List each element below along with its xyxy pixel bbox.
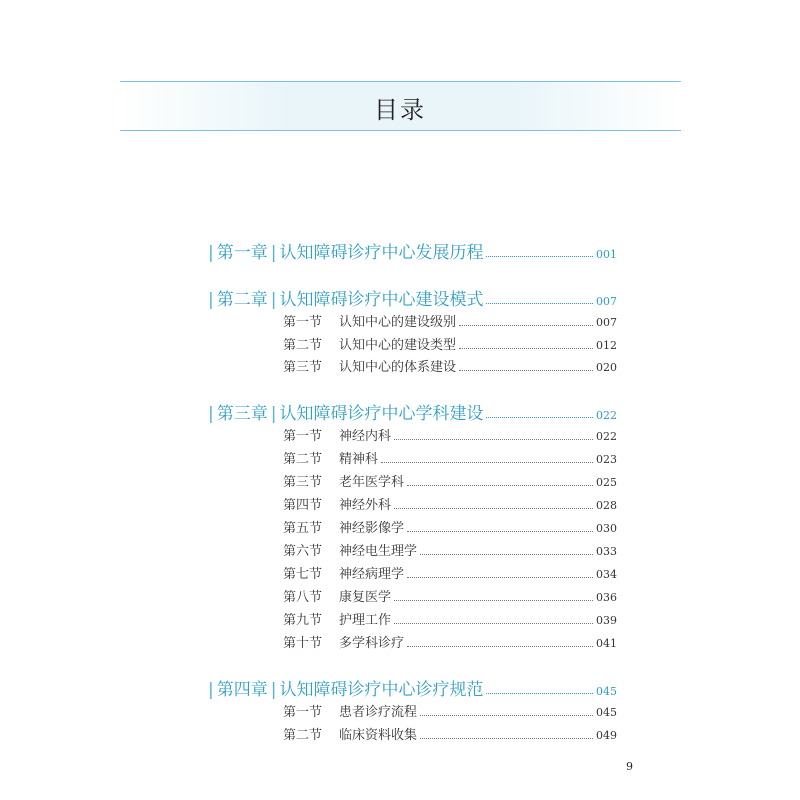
section-page: 049 <box>596 729 617 742</box>
toc-section[interactable] <box>283 586 617 605</box>
section-title: 神经内科 <box>339 429 392 444</box>
chapter-page: 007 <box>596 295 617 308</box>
chapter-bar-left: | <box>208 404 214 424</box>
section-number: 第三节 <box>283 360 323 375</box>
page-number: 9 <box>626 760 633 773</box>
section-number: 第七节 <box>283 567 323 582</box>
section-page: 036 <box>596 591 617 604</box>
chapter-bar-left: | <box>208 243 214 263</box>
dot-leader <box>459 325 593 326</box>
section-title: 多学科诊疗 <box>339 636 405 651</box>
chapter-bar-right: | <box>270 680 277 700</box>
dot-leader <box>486 256 593 257</box>
toc-section[interactable] <box>283 517 617 536</box>
toc-chapter-4[interactable] <box>205 675 617 700</box>
toc-section[interactable] <box>283 609 617 628</box>
toc-section[interactable] <box>283 701 617 720</box>
section-title: 认知中心的建设类型 <box>339 338 457 353</box>
toc-section[interactable] <box>283 494 617 513</box>
section-page: 033 <box>596 545 617 558</box>
toc-chapter-3[interactable] <box>205 399 617 424</box>
section-number: 第二节 <box>283 338 323 353</box>
section-page: 039 <box>596 614 617 627</box>
dot-leader <box>394 623 593 624</box>
section-page: 030 <box>596 522 617 535</box>
dot-leader <box>459 348 593 349</box>
dot-leader <box>394 600 593 601</box>
chapter-page: 022 <box>596 409 617 422</box>
chapter-bar-left: | <box>208 290 214 310</box>
toc-section[interactable] <box>283 471 617 490</box>
section-number: 第二节 <box>283 452 323 467</box>
toc-section[interactable] <box>283 563 617 582</box>
dot-leader <box>420 715 593 716</box>
section-title: 认知中心的体系建设 <box>339 360 457 375</box>
section-title: 护理工作 <box>339 613 392 628</box>
toc-chapter-1[interactable] <box>205 238 617 263</box>
section-title: 神经病理学 <box>339 567 405 582</box>
dot-leader <box>420 738 593 739</box>
chapter-number: 第二章 <box>216 290 268 310</box>
title-bottom-rule <box>120 130 681 131</box>
section-page: 041 <box>596 637 617 650</box>
page-title: 目录 <box>374 96 426 124</box>
toc-section[interactable] <box>283 724 617 743</box>
chapter-bar-left: | <box>208 680 214 700</box>
section-page: 022 <box>596 430 617 443</box>
section-page: 020 <box>596 361 617 374</box>
chapter-number: 第三章 <box>216 404 268 424</box>
chapter-page: 001 <box>596 248 617 261</box>
chapter-bar-right: | <box>270 404 277 424</box>
chapter-bar-right: | <box>270 243 277 263</box>
section-title: 老年医学科 <box>339 475 405 490</box>
chapter-title: 认知障碍诊疗中心发展历程 <box>279 243 484 263</box>
section-number: 第八节 <box>283 590 323 605</box>
dot-leader <box>394 439 593 440</box>
section-number: 第一节 <box>283 315 323 330</box>
toc-chapter-2[interactable] <box>205 285 617 310</box>
section-page: 034 <box>596 568 617 581</box>
section-page: 025 <box>596 476 617 489</box>
dot-leader <box>407 577 593 578</box>
section-number: 第四节 <box>283 498 323 513</box>
toc-section[interactable] <box>283 540 617 559</box>
toc-section[interactable] <box>283 334 617 353</box>
chapter-title: 认知障碍诊疗中心学科建设 <box>279 404 484 424</box>
section-title: 临床资料收集 <box>339 728 418 743</box>
section-page: 023 <box>596 453 617 466</box>
chapter-bar-right: | <box>270 290 277 310</box>
section-title: 神经电生理学 <box>339 544 418 559</box>
toc-section[interactable] <box>283 448 617 467</box>
dot-leader <box>420 554 593 555</box>
title-top-rule <box>120 81 681 82</box>
section-title: 患者诊疗流程 <box>339 705 418 720</box>
section-title: 康复医学 <box>339 590 392 605</box>
section-title: 神经外科 <box>339 498 392 513</box>
chapter-title: 认知障碍诊疗中心建设模式 <box>279 290 484 310</box>
toc-section[interactable] <box>283 425 617 444</box>
dot-leader <box>407 485 593 486</box>
section-number: 第二节 <box>283 728 323 743</box>
dot-leader <box>486 417 593 418</box>
dot-leader <box>486 303 593 304</box>
section-number: 第六节 <box>283 544 323 559</box>
dot-leader <box>486 693 593 694</box>
dot-leader <box>407 646 593 647</box>
dot-leader <box>394 508 593 509</box>
chapter-number: 第四章 <box>216 680 268 700</box>
chapter-number: 第一章 <box>216 243 268 263</box>
toc-section[interactable] <box>283 311 617 330</box>
chapter-title: 认知障碍诊疗中心诊疗规范 <box>279 680 484 700</box>
section-page: 012 <box>596 339 617 352</box>
toc-section[interactable] <box>283 356 617 375</box>
section-number: 第五节 <box>283 521 323 536</box>
section-page: 007 <box>596 316 617 329</box>
section-title: 认知中心的建设级别 <box>339 315 457 330</box>
dot-leader <box>381 462 593 463</box>
section-number: 第三节 <box>283 475 323 490</box>
section-number: 第十节 <box>283 636 323 651</box>
dot-leader <box>459 370 593 371</box>
dot-leader <box>407 531 593 532</box>
section-title: 精神科 <box>339 452 379 467</box>
chapter-page: 045 <box>596 685 617 698</box>
section-number: 第一节 <box>283 705 323 720</box>
section-page: 028 <box>596 499 617 512</box>
section-title: 神经影像学 <box>339 521 405 536</box>
section-page: 045 <box>596 706 617 719</box>
toc-section[interactable] <box>283 632 617 651</box>
section-number: 第一节 <box>283 429 323 444</box>
section-number: 第九节 <box>283 613 323 628</box>
